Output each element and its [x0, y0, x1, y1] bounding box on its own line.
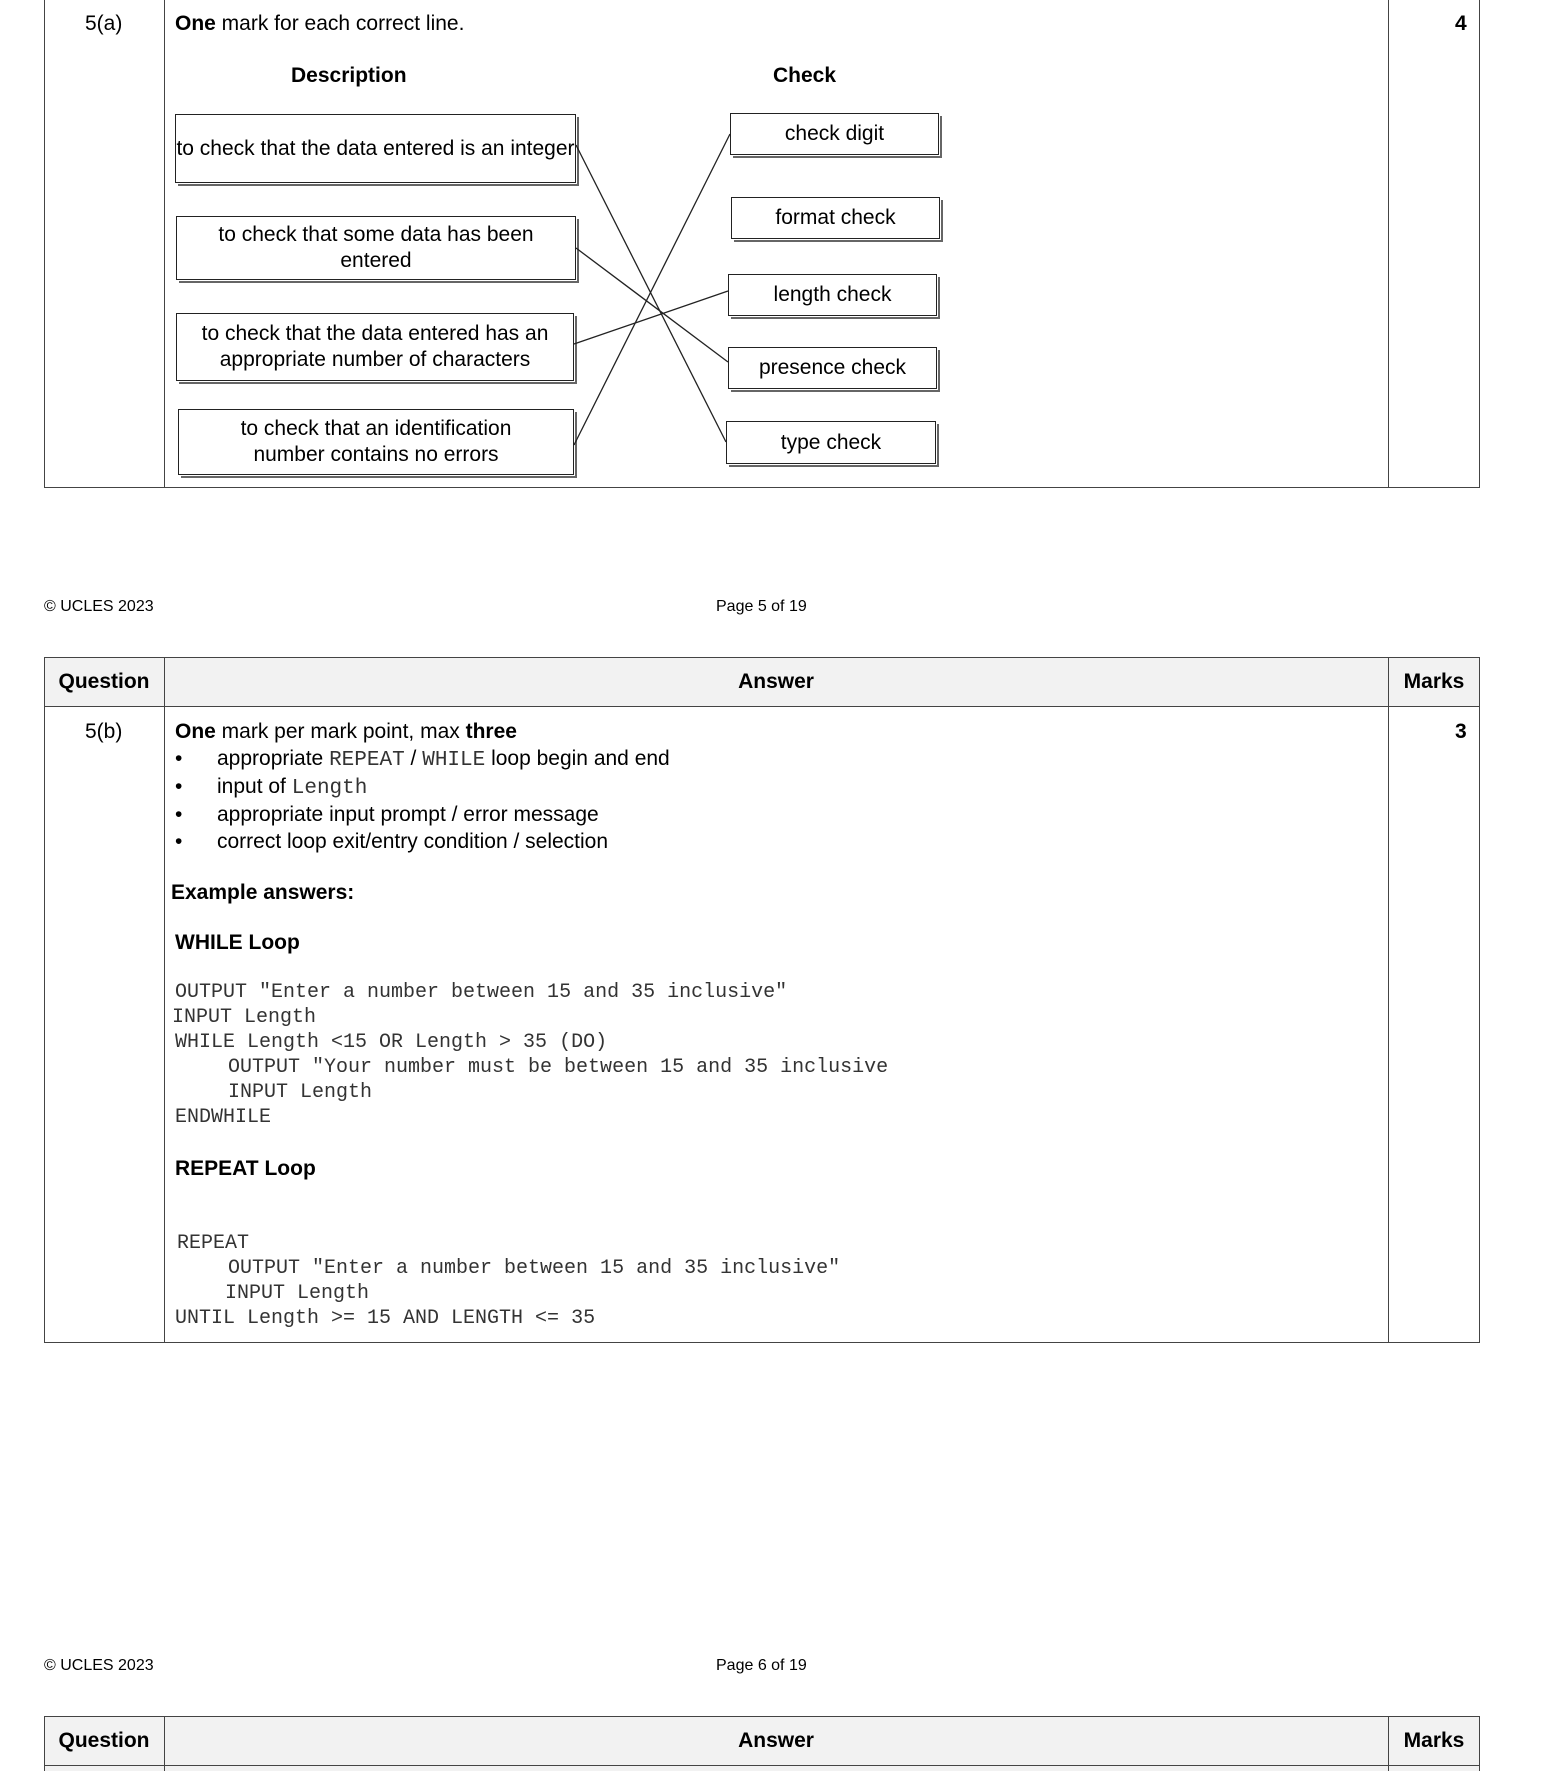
code-line: OUTPUT "Enter a number between 15 and 35 inclusive": [228, 1257, 841, 1280]
match-line-characters-length: [574, 291, 728, 344]
copyright: © UCLES 2023: [44, 1657, 154, 1674]
code-line: INPUT Length: [228, 1081, 373, 1104]
bullet-point: •: [175, 803, 183, 826]
code-line: INPUT Length: [225, 1282, 370, 1305]
description-box: to check that an identification number contains no errors: [178, 409, 574, 475]
description-box: to check that some data has been entered: [176, 216, 576, 280]
bullet-point: •: [175, 775, 183, 798]
copyright: © UCLES 2023: [44, 598, 154, 615]
code-line: INPUT Length: [172, 1006, 317, 1029]
marking-instruction: One mark for each correct line.: [175, 12, 465, 35]
header-question: Question: [58, 1729, 150, 1752]
page-number: Page 5 of 19: [716, 598, 807, 615]
page-number: Page 6 of 19: [716, 1657, 807, 1674]
header-answer: Answer: [738, 1729, 814, 1752]
check-box: type check: [726, 421, 936, 464]
repeat-heading: REPEAT Loop: [175, 1157, 316, 1180]
marks-value: 3: [1455, 720, 1467, 743]
question-number: 5(a): [85, 12, 123, 35]
check-box: length check: [728, 274, 937, 316]
matching-lines: [0, 0, 1000, 490]
mark-point: appropriate REPEAT / WHILE loop begin and end: [217, 747, 670, 772]
header-marks: Marks: [1403, 670, 1465, 693]
check-box: presence check: [728, 347, 937, 389]
code-line: REPEAT: [177, 1232, 250, 1255]
header-marks: Marks: [1403, 1729, 1465, 1752]
header-question: Question: [58, 670, 150, 693]
bullet-point: •: [175, 830, 183, 853]
description-header: Description: [291, 64, 407, 87]
header-answer: Answer: [738, 670, 814, 693]
code-line: ENDWHILE: [175, 1106, 272, 1129]
while-heading: WHILE Loop: [175, 931, 300, 954]
description-box: to check that the data entered is an integer: [175, 114, 576, 183]
code-line: OUTPUT "Your number must be between 15 and 35 inclusive: [228, 1056, 889, 1079]
description-box: to check that the data entered has an appropriate number of characters: [176, 313, 574, 381]
example-heading: Example answers:: [171, 881, 355, 904]
mark-point: appropriate input prompt / error message: [217, 803, 599, 826]
check-box: check digit: [730, 113, 939, 155]
code-line: WHILE Length <15 OR Length > 35 (DO): [175, 1031, 608, 1054]
match-line-entered-presence: [576, 248, 728, 362]
code-line: OUTPUT "Enter a number between 15 and 35 inclusive": [175, 981, 788, 1004]
marks-value: 4: [1455, 12, 1467, 35]
question-number: 5(b): [85, 720, 123, 743]
check-box: format check: [731, 197, 940, 239]
mark-point: correct loop exit/entry condition / selection: [217, 830, 609, 853]
mark-point: input of Length: [217, 775, 368, 800]
match-line-identification-digit: [574, 134, 730, 445]
bullet-point: •: [175, 747, 183, 770]
check-header: Check: [773, 64, 837, 87]
marking-instruction: One mark per mark point, max three: [175, 720, 517, 743]
code-line: UNTIL Length >= 15 AND LENGTH <= 35: [175, 1307, 596, 1330]
